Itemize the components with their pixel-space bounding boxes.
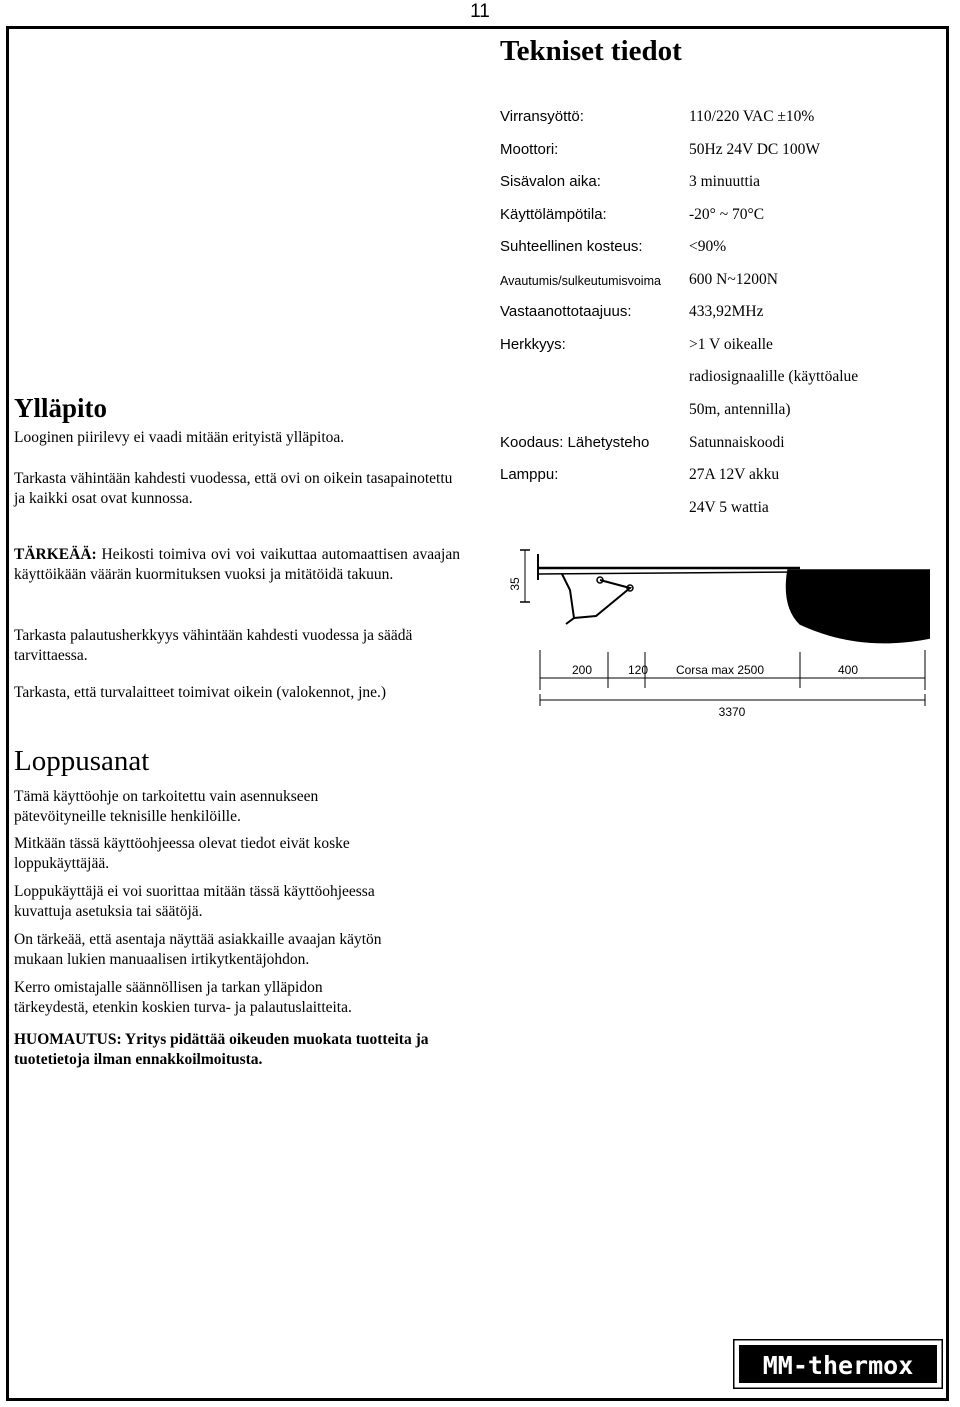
logo-text: MM-thermox xyxy=(762,1351,914,1380)
check-safety-paragraph: Tarkasta, että turvalaitteet toimivat oikein (valokennot, jne.) xyxy=(14,684,387,701)
closing-paragraph: Kerro omistajalle säännöllisen ja tarkan ylläpidon tärkeydestä, etenkin koskien turva- ja palautuslaitteita. xyxy=(14,979,352,1016)
closing-heading: Loppusanat xyxy=(14,745,150,777)
important-paragraph xyxy=(14,545,460,584)
disclaimer-note: HUOMAUTUS: Yritys pidättää oikeuden muokata tuotteita ja tuotetietoja ilman ennakkoilmoitusta. xyxy=(14,1031,429,1068)
spec-label: Sisävalon aika: xyxy=(500,173,601,190)
check-sensitivity-paragraph: Tarkasta palautusherkkyys vähintään kahdesti vuodessa ja säädä tarvittaessa. xyxy=(14,627,413,664)
total-dimension-label: 3370 xyxy=(718,705,746,719)
spec-value: 50m, antennilla) xyxy=(689,401,791,418)
spec-label: Avautumis/sulkeutumisvoima xyxy=(500,274,661,288)
important-label: TÄRKEÄÄ: xyxy=(14,546,97,563)
page-number: 11 xyxy=(470,1,490,22)
spec-label: Suhteellinen kosteus: xyxy=(500,238,643,255)
spec-label: Lamppu: xyxy=(500,466,559,483)
mm-thermox-logo xyxy=(733,1339,943,1389)
spec-value: -20° ~ 70°C xyxy=(689,206,765,223)
spec-label: Koodaus: Lähetysteho xyxy=(500,434,650,451)
closing-paragraph: Tämä käyttöohje on tarkoitettu vain asennukseen pätevöityneille teknisille henkilöille. xyxy=(14,788,319,825)
spec-value: 24V 5 wattia xyxy=(689,499,769,516)
spec-label: Virransyöttö: xyxy=(500,108,584,125)
spec-label: Vastaanottotaajuus: xyxy=(500,303,632,320)
spec-label: Herkkyys: xyxy=(500,336,566,353)
spec-label: Käyttölämpötila: xyxy=(500,206,607,223)
dimension-label: 400 xyxy=(837,663,859,677)
spec-value: 27A 12V akku xyxy=(689,466,780,483)
spec-value: 433,92MHz xyxy=(689,303,764,320)
closing-paragraph: Mitkään tässä käyttöohjeessa olevat tiedot eivät koske loppukäyttäjää. xyxy=(14,835,350,872)
dimension-label: Corsa max 2500 xyxy=(675,663,765,677)
spec-value: Satunnaiskoodi xyxy=(689,434,785,451)
opener-dimension-diagram xyxy=(500,540,930,730)
spec-label: Moottori: xyxy=(500,141,559,158)
spec-value: >1 V oikealle xyxy=(689,336,773,353)
maintenance-paragraph: Looginen piirilevy ei vaadi mitään erityistä ylläpitoa. xyxy=(14,429,345,446)
page-title: Tekniset tiedot xyxy=(500,35,682,67)
maintenance-paragraph: Tarkasta vähintään kahdesti vuodessa, että ovi on oikein tasapainotettu ja kaikki osat ovat kunnossa. xyxy=(14,470,453,507)
spec-value: 3 minuuttia xyxy=(689,173,761,190)
spec-value: 50Hz 24V DC 100W xyxy=(689,141,821,158)
closing-paragraph: Loppukäyttäjä ei voi suorittaa mitään tässä käyttöohjeessa kuvattuja asetuksia tai säätöjä. xyxy=(14,883,375,920)
spec-value: 600 N~1200N xyxy=(689,271,778,288)
dimension-label: 200 xyxy=(571,663,593,677)
important-text: Heikosti toimiva ovi voi vaikuttaa automaattisen avaajan käyttöikään väärän kuormituksen vuoksi ja mitätöidä takuun. xyxy=(14,546,460,583)
closing-paragraph: On tärkeää, että asentaja näyttää asiakkaille avaajan käytön mukaan lukien manuaalisen irtikytkentäjohdon. xyxy=(14,931,382,968)
dimension-label: 120 xyxy=(627,663,649,677)
spec-value: 110/220 VAC ±10% xyxy=(689,108,815,125)
height-label: 35 xyxy=(508,577,522,591)
spec-value: <90% xyxy=(689,238,727,255)
spec-value: radiosignaalille (käyttöalue xyxy=(689,368,859,385)
maintenance-heading: Ylläpito xyxy=(14,393,108,423)
